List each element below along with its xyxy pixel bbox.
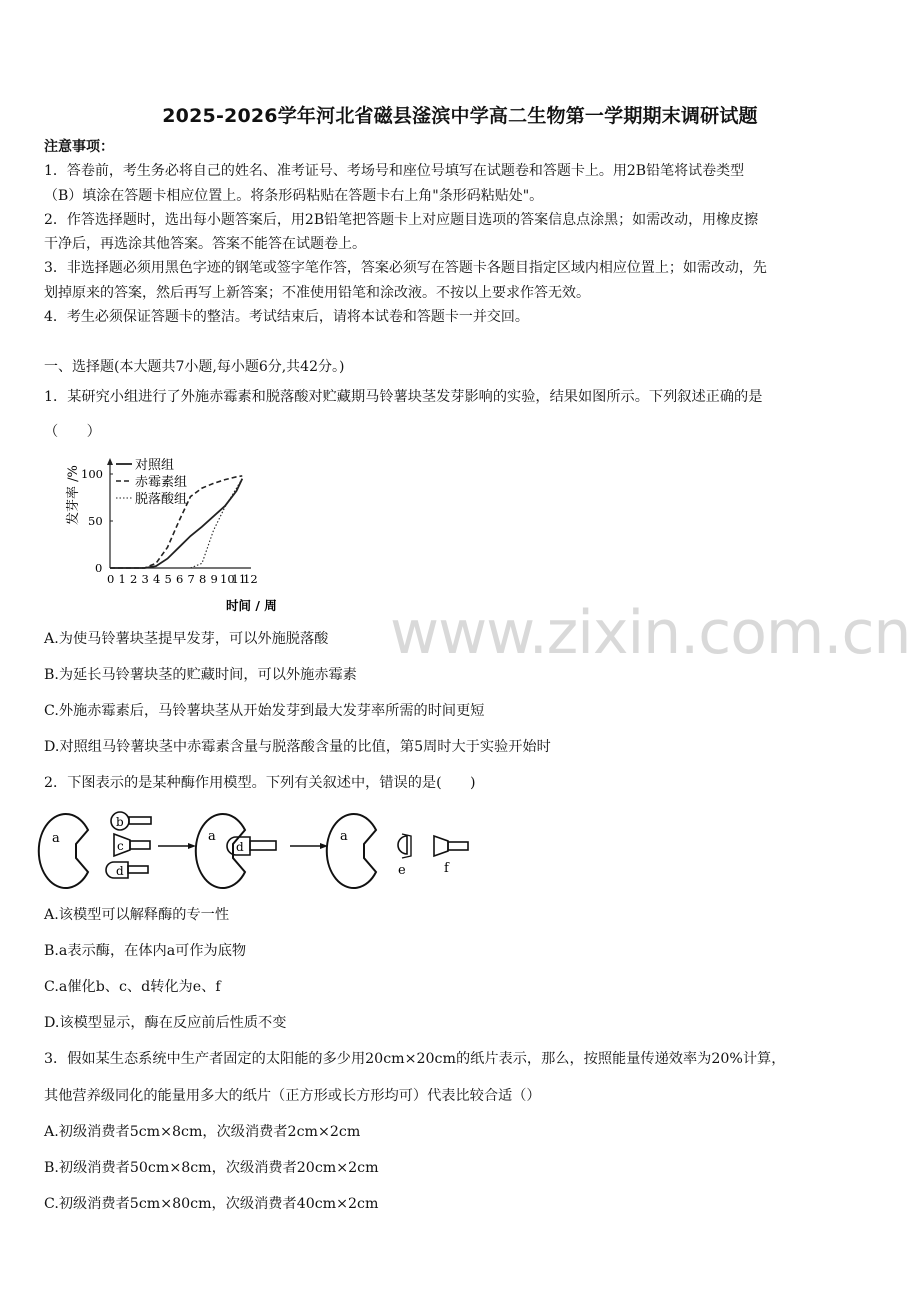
y-tick-label: 0 bbox=[95, 561, 103, 575]
q3-stem: 3．假如某生态系统中生产者固定的太阳能的多少用20cm×20cm的纸片表示，那么，按照能量传递效率为20%计算， bbox=[44, 1051, 786, 1067]
x-tick-label: 0 bbox=[107, 572, 115, 586]
notes-heading: 注意事项： bbox=[44, 139, 114, 155]
notes-block bbox=[44, 135, 884, 329]
enzyme-label-a: a bbox=[340, 829, 348, 844]
q2-option-d: D.该模型显示，酶在反应前后性质不变 bbox=[44, 1015, 287, 1031]
notes-line: 干净后，再选涂其他答案。答案不能答在试题卷上。 bbox=[44, 236, 366, 253]
label-d-bound: d bbox=[236, 840, 244, 854]
x-tick-label: 10 bbox=[220, 572, 235, 586]
x-tick-label: 11 bbox=[231, 572, 247, 586]
label-d: d bbox=[116, 864, 124, 878]
legend-label: 对照组 bbox=[135, 458, 175, 473]
page-title: 2025-2026学年河北省磁县滏滨中学高二生物第一学期期末调研试题 bbox=[162, 105, 758, 127]
q1-stem: 1．某研究小组进行了外施赤霉素和脱落酸对贮藏期马铃薯块茎发芽影响的实验，结果如图所示。下列叙述正确的是 bbox=[44, 389, 763, 405]
x-tick-label: 6 bbox=[176, 572, 184, 586]
notes-line: 4．考生必须保证答题卡的整洁。考试结束后，请将本试卷和答题卡一并交回。 bbox=[44, 309, 529, 326]
section-heading: 一、选择题(本大题共7小题,每小题6分,共42分。) bbox=[44, 359, 345, 375]
notes-line: （B）填涂在答题卡相应位置上。将条形码粘贴在答题卡右上角"条形码粘贴处"。 bbox=[44, 187, 544, 204]
q1-option-d: D.对照组马铃薯块茎中赤霉素含量与脱落酸含量的比值，第5周时大于实验开始时 bbox=[44, 739, 551, 755]
product-e bbox=[398, 836, 407, 854]
q1-option-b: B.为延长马铃薯块茎的贮藏时间，可以外施赤霉素 bbox=[44, 667, 357, 683]
product-f bbox=[434, 836, 448, 856]
label-f: f bbox=[444, 861, 449, 876]
q3-stem-2: 其他营养级同化的能量用多大的纸片（正方形或长方形均可）代表比较合适（） bbox=[44, 1088, 541, 1104]
q3-option-b: B.初级消费者50cm×8cm，次级消费者20cm×2cm bbox=[44, 1160, 379, 1176]
q1-stem-bracket: （ ） bbox=[44, 424, 101, 440]
arrow-1-head bbox=[188, 843, 196, 849]
germination-chart bbox=[48, 452, 277, 620]
bound-substrate-d-tail bbox=[250, 841, 276, 850]
enzyme-shape bbox=[39, 814, 88, 888]
notes-line: 1．答卷前，考生务必将自己的姓名、准考证号、考场号和座位号填写在试题卷和答题卡上。用2B铅笔将试卷类型 bbox=[44, 163, 745, 180]
x-tick-label: 2 bbox=[130, 572, 138, 586]
x-tick-label: 5 bbox=[164, 572, 172, 586]
y-axis-label: 发芽率 /% bbox=[66, 465, 81, 525]
watermark: www.zixin.com.cn bbox=[390, 598, 911, 668]
enzyme-label-a: a bbox=[208, 829, 216, 844]
legend-label: 脱落酸组 bbox=[135, 492, 188, 507]
substrate-b-tail bbox=[129, 817, 151, 824]
x-tick-label: 4 bbox=[153, 572, 161, 586]
x-tick-label: 7 bbox=[187, 572, 195, 586]
label-c: c bbox=[117, 839, 124, 853]
y-axis-arrow bbox=[107, 458, 113, 465]
q2-stem: 2．下图表示的是某种酶作用模型。下列有关叙述中，错误的是( ) bbox=[44, 775, 476, 791]
q1-option-c: C.外施赤霉素后，马铃薯块茎从开始发芽到最大发芽率所需的时间更短 bbox=[44, 703, 485, 719]
q3-option-c: C.初级消费者5cm×80cm，次级消费者40cm×2cm bbox=[44, 1196, 379, 1212]
q2-option-c: C.a催化b、c、d转化为e、f bbox=[44, 979, 221, 995]
substrate-d-tail bbox=[128, 866, 148, 873]
x-tick-label: 1 bbox=[118, 572, 126, 586]
label-b: b bbox=[116, 815, 124, 829]
x-tick-label: 8 bbox=[199, 572, 207, 586]
y-tick-label: 50 bbox=[88, 514, 103, 528]
notes-line: 3．非选择题必须用黑色字迹的钢笔或签字笔作答，答案必须写在答题卡各题目指定区域内相应位置上；如需改动，先 bbox=[44, 260, 767, 277]
enzyme-label-a: a bbox=[52, 831, 60, 846]
x-tick-label: 9 bbox=[210, 572, 218, 586]
enzyme-shape bbox=[327, 814, 376, 888]
substrate-c-tail bbox=[130, 841, 150, 849]
label-e: e bbox=[398, 863, 406, 878]
legend-label: 赤霉素组 bbox=[135, 475, 188, 490]
notes-line: 划掉原来的答案，然后再写上新答案；不准使用铅笔和涂改液。不按以上要求作答无效。 bbox=[44, 284, 590, 301]
q2-option-a: A.该模型可以解释酶的专一性 bbox=[44, 907, 230, 923]
x-tick-label: 12 bbox=[243, 572, 258, 586]
x-tick-label: 3 bbox=[141, 572, 149, 586]
q1-option-a: A.为使马铃薯块茎提早发芽，可以外施脱落酸 bbox=[44, 631, 329, 647]
q3-option-a: A.初级消费者5cm×8cm，次级消费者2cm×2cm bbox=[44, 1124, 361, 1140]
x-axis-label: 时间 / 周 bbox=[226, 598, 277, 613]
enzyme-model-diagram bbox=[40, 806, 480, 896]
product-f-tail bbox=[448, 842, 468, 850]
q2-option-b: B.a表示酶，在体内a可作为底物 bbox=[44, 943, 247, 959]
y-tick-label: 100 bbox=[81, 467, 103, 481]
notes-line: 2．作答选择题时，选出每小题答案后，用2B铅笔把答题卡上对应题目选项的答案信息点涂黑；如需改动，用橡皮擦 bbox=[44, 211, 759, 228]
